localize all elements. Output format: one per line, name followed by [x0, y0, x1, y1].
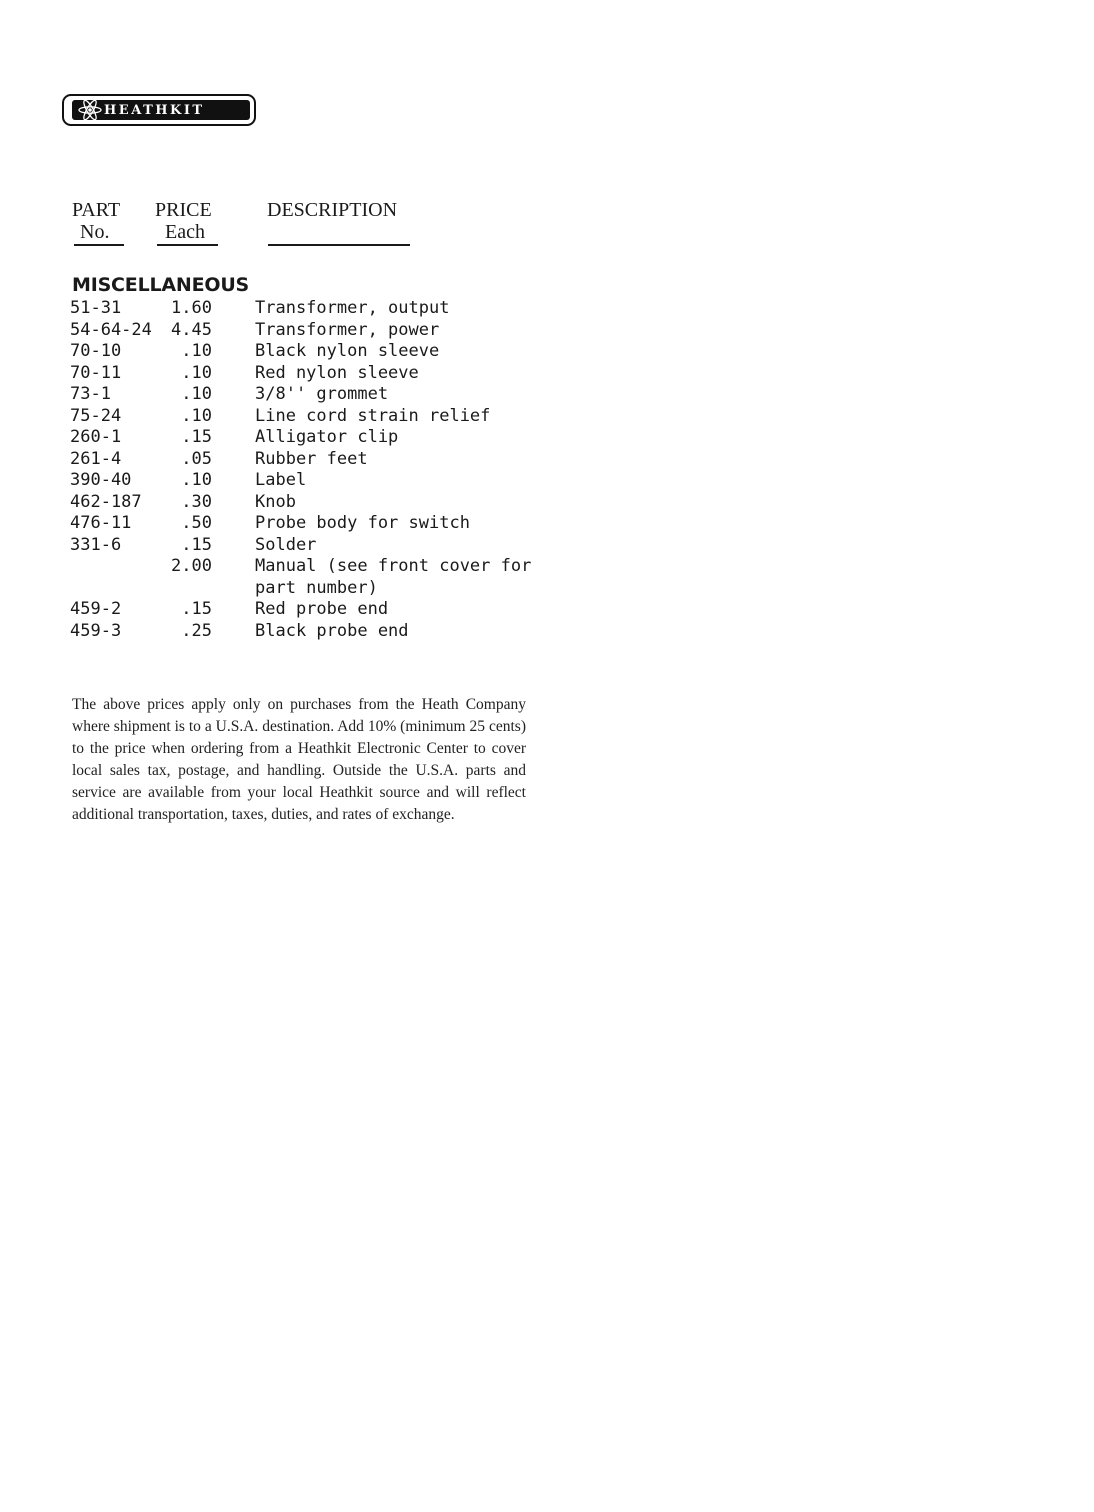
- part-description: Knob: [255, 491, 296, 512]
- part-number: 75-24: [70, 405, 122, 426]
- atom-icon: [76, 100, 104, 120]
- part-number: 261-4: [70, 448, 122, 469]
- part-price: .10: [181, 470, 212, 490]
- part-price: .30: [181, 491, 212, 512]
- part-description: Solder: [255, 534, 317, 555]
- part-number: 54-64-24: [70, 319, 152, 340]
- part-number: 51-31: [70, 298, 122, 318]
- part-number: 70-11: [70, 362, 122, 383]
- part-description: Line cord strain relief: [255, 405, 491, 426]
- part-description: Rubber feet: [255, 448, 368, 469]
- part-price: .10: [181, 405, 212, 426]
- header-price-each: Each: [165, 221, 205, 243]
- header-underline-part: [74, 244, 124, 246]
- part-number: 459-3: [70, 620, 122, 641]
- header-underline-description: [268, 244, 410, 246]
- part-price: .05: [181, 448, 212, 469]
- header-part-number: No.: [80, 221, 110, 243]
- part-price: .15: [181, 427, 212, 447]
- logo-badge: [72, 100, 250, 120]
- part-description: Probe body for switch: [255, 513, 470, 533]
- part-description: Manual (see front cover for part number): [255, 556, 532, 598]
- header-underline-price: [157, 244, 218, 246]
- header-part: PART: [72, 199, 121, 221]
- part-description: Label: [255, 470, 307, 490]
- part-price: .10: [181, 384, 212, 404]
- logo-text: HEATHKIT: [104, 102, 205, 118]
- part-price: .50: [181, 513, 212, 533]
- part-description: Transformer, output: [255, 298, 450, 318]
- part-description: 3/8'' grommet: [255, 384, 389, 404]
- part-price: 4.45: [171, 319, 212, 340]
- part-price: 1.60: [171, 298, 212, 318]
- part-description: Transformer, power: [255, 319, 440, 340]
- part-price: .25: [181, 620, 212, 641]
- pricing-note: The above prices apply only on purchases from the Heath Company where shipment is to a U.S.A. destination. Add 10% (minimum 25 cents) to the price when ordering from a Heathkit Electronic Center to cover local sales tax, postage, and handling. Outside the U.S.A. parts and service are available from your local Heathkit source and will reflect additional transportation, taxes, duties, and rates of exchange.: [72, 695, 526, 823]
- part-description: Black nylon sleeve: [255, 341, 440, 361]
- heathkit-logo: [62, 94, 256, 126]
- part-price: .10: [181, 362, 212, 383]
- part-number: 459-2: [70, 599, 122, 619]
- part-description: Red nylon sleeve: [255, 362, 419, 383]
- section-title: MISCELLANEOUS: [72, 274, 250, 296]
- part-number: 476-11: [70, 513, 132, 533]
- part-price: .10: [181, 341, 212, 361]
- part-number: 462-187: [70, 491, 142, 512]
- header-description: DESCRIPTION: [267, 199, 398, 221]
- part-description: Alligator clip: [255, 427, 399, 447]
- part-number: 331-6: [70, 534, 122, 555]
- part-number: 73-1: [70, 384, 111, 404]
- part-description: Black probe end: [255, 620, 409, 641]
- part-number: 70-10: [70, 341, 122, 361]
- header-price: PRICE: [155, 199, 212, 221]
- part-number: 390-40: [70, 470, 132, 490]
- part-number: 260-1: [70, 427, 122, 447]
- part-price: .15: [181, 599, 212, 619]
- part-price: 2.00: [171, 556, 212, 576]
- part-price: .15: [181, 534, 212, 555]
- part-description: Red probe end: [255, 599, 389, 619]
